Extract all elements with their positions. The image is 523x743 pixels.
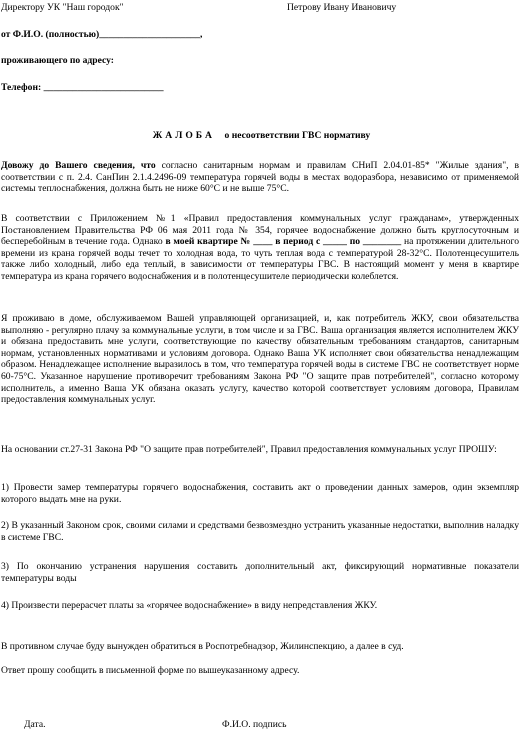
request-item-3: 3) По окончанию устранения нарушения составить дополнительный акт, фиксирующий нормативные показатели температуры воды: [1, 561, 519, 584]
title-subject: о несоответствии ГВС нормативу: [224, 130, 371, 141]
paragraph-response-text: Ответ прошу сообщить в письменной форме по вышеуказанному адресу.: [1, 665, 300, 676]
paragraph-rules-text-a: В соответствии с Приложением №1 «Правил предоставления коммунальных услуг гражданам», утвержденных Постановлением Правительства РФ 06 мая 2011 года № 354, горячее водоснабжение должно быть круглосуточным и бесперебойным в течение года. Однако: [1, 213, 519, 248]
date-label: Дата.: [24, 719, 46, 730]
paragraph-violation: [1, 313, 519, 406]
sender-phone-blank: _________________________: [43, 82, 164, 93]
sender-name-blank: _____________________,: [99, 29, 203, 40]
request-item-4: 4) Произвести перерасчет платы за «горячее водоснабжение» в виду непредставления ЖКУ.: [1, 600, 378, 611]
paragraph-request-intro: [1, 444, 519, 456]
sender-address-label: проживающего по адресу:: [1, 55, 114, 66]
list-item: [1, 520, 519, 543]
sender-phone-row: [1, 82, 164, 94]
list-item: [1, 600, 519, 612]
paragraph-response: [1, 665, 519, 677]
addressee-name: Петрову Ивану Ивановичу: [287, 2, 397, 13]
sender-name-label: от Ф.И.О. (полностью): [1, 29, 100, 40]
sender-phone-label: Телефон:: [1, 82, 42, 93]
paragraph-warning: [1, 641, 519, 653]
paragraph-norms-lead: Довожу до Вашего сведения, что: [1, 160, 156, 171]
paragraph-rules: [1, 213, 519, 283]
title-word: ЖАЛОБА: [152, 130, 215, 141]
paragraph-norms: [1, 160, 519, 195]
paragraph-norms-text: согласно санитарным нормам и правилам СНиП 2.04.01-85* "Жилые здания", в соответствии с п. 2.4. СанПин 2.1.4.2496-09 температура горячей воды в местах водоразбора, независимо от применяемой системы теплоснабжения, должна быть не ниже 60°С и не выше 75°С.: [1, 160, 520, 195]
addressee-director: Директору УК "Наш городок": [1, 2, 124, 13]
paragraph-violation-text: Я проживаю в доме, обслуживаемом Вашей управляющей организацией, и, как потребитель ЖКУ, свои обязательства выполняю - регулярно плачу за коммунальные услуги, в том числе и за ГВС. Ваша организация является исполнителем ЖКУ и обязана предоставить мне услуги, соответствующие по качеству обязательным требованиям стандартов, санитарным нормам, установленных нормативами и условиям договора. Однако Ваша УК исполняет свои обязательства ненадлежащим образом. Ненадлежащее исполнение выразилось в том, что температура горячей воды в системе ГВС не соответствует норме 60-75°С. Указанное нарушение противоречит требованиям Закона РФ "О защите прав потребителей", согласно которому исполнитель, а именно Ваша УК обязана оказать услугу, качество которой соответствует условиям договора, Правилам предоставления коммунальных услуг.: [1, 313, 519, 406]
paragraph-warning-text: В противном случае буду вынужден обратиться в Роспотребнадзор, Жилинспекцию, а далее в суд.: [1, 641, 404, 652]
signature-label: Ф.И.О. подпись: [222, 719, 287, 730]
list-item: [1, 561, 519, 584]
sender-name-row: [1, 29, 202, 41]
paragraph-rules-text-b: на протяжении длительного времени из крана горячей воды течет то холодная вода, то чуть теплая вода с температурой 28-32°С. Полотенцесушитель также либо холодный, либо еда теплый, в зависимости от температуры ГВС. В настоящий момент у меня в квартире температура из крана горячего водоснабжения и в полотенцесушителе периодически колеблется.: [1, 236, 520, 282]
paragraph-rules-apartment: в моей квартире № ____ в период с _____ по ________: [165, 236, 402, 248]
request-item-2: 2) В указанный Законом срок, своими силами и средствами безвозмездно устранить указанные недостатки, выполнив наладку в системе ГВС.: [1, 520, 519, 543]
list-item: [1, 482, 519, 505]
paragraph-request-intro-text: На основании ст.27-31 Закона РФ "О защите прав потребителей", Правил предоставления коммунальных услуг ПРОШУ:: [1, 444, 497, 455]
document-title: [0, 130, 523, 142]
request-item-1: 1) Провести замер температуры горячего водоснабжения, составить акт о проведении данных замеров, один экземпляр которого выдать мне на руки.: [1, 482, 519, 505]
